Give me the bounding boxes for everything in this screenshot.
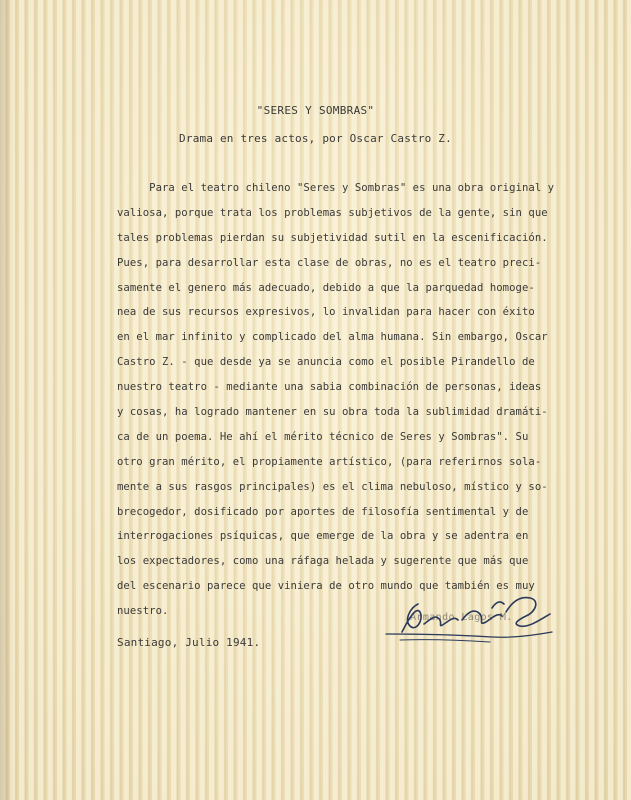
body-line: brecogedor, dosificado por aportes de filosofía sentimental y de bbox=[117, 505, 529, 518]
page-edge-shadow bbox=[0, 0, 14, 800]
body-line: Pues, para desarrollar esta clase de obras, no es el teatro preci- bbox=[117, 256, 542, 269]
body-paragraph bbox=[117, 176, 617, 624]
body-line: tales problemas pierdan su subjetividad sutil en la escenificación. bbox=[117, 231, 548, 244]
body-line: nuestro. bbox=[117, 605, 169, 618]
body-line: Para el teatro chileno "Seres y Sombras" es una obra original y bbox=[117, 182, 555, 194]
body-line: del escenario parece que viniera de otro mundo que también es muy bbox=[117, 580, 535, 593]
body-line: Castro Z. - que desde ya se anuncia como el posible Pirandello de bbox=[117, 356, 535, 369]
body-line: nuestro teatro - mediante una sabia combinación de personas, ideas bbox=[117, 381, 542, 394]
body-line: ca de un poema. He ahí el mérito técnico de Seres y Sombras". Su bbox=[117, 430, 529, 443]
handwritten-signature-icon bbox=[380, 590, 560, 650]
body-line: en el mar infinito y complicado del alma humana. Sin embargo, Oscar bbox=[117, 331, 548, 344]
body-line: los expectadores, como una ráfaga helada y sugerente que más que bbox=[117, 555, 529, 568]
body-line: samente el genero más adecuado, debido a que la parquedad homoge- bbox=[117, 281, 535, 294]
document-subtitle: Drama en tres actos, por Oscar Castro Z. bbox=[179, 132, 452, 145]
body-line: y cosas, ha logrado mantener en su obra toda la sublimidad dramáti- bbox=[117, 406, 548, 419]
body-line: interrogaciones psíquicas, que emerge de la obra y se adentra en bbox=[117, 530, 529, 543]
body-line: otro gran mérito, el propiamente artístico, (para referirnos sola- bbox=[117, 455, 542, 468]
body-line: nea de sus recursos expresivos, lo invalidan para hacer con éxito bbox=[117, 306, 535, 319]
typed-signature-name: Armando Lagos M. bbox=[410, 612, 513, 623]
body-line: valiosa, porque trata los problemas subjetivos de la gente, sin que bbox=[117, 206, 548, 219]
body-line: mente a sus rasgos principales) es el clima nebuloso, místico y so- bbox=[117, 480, 548, 493]
place-and-date: Santiago, Julio 1941. bbox=[117, 636, 261, 649]
document-title: "SERES Y SOMBRAS" bbox=[256, 104, 375, 117]
